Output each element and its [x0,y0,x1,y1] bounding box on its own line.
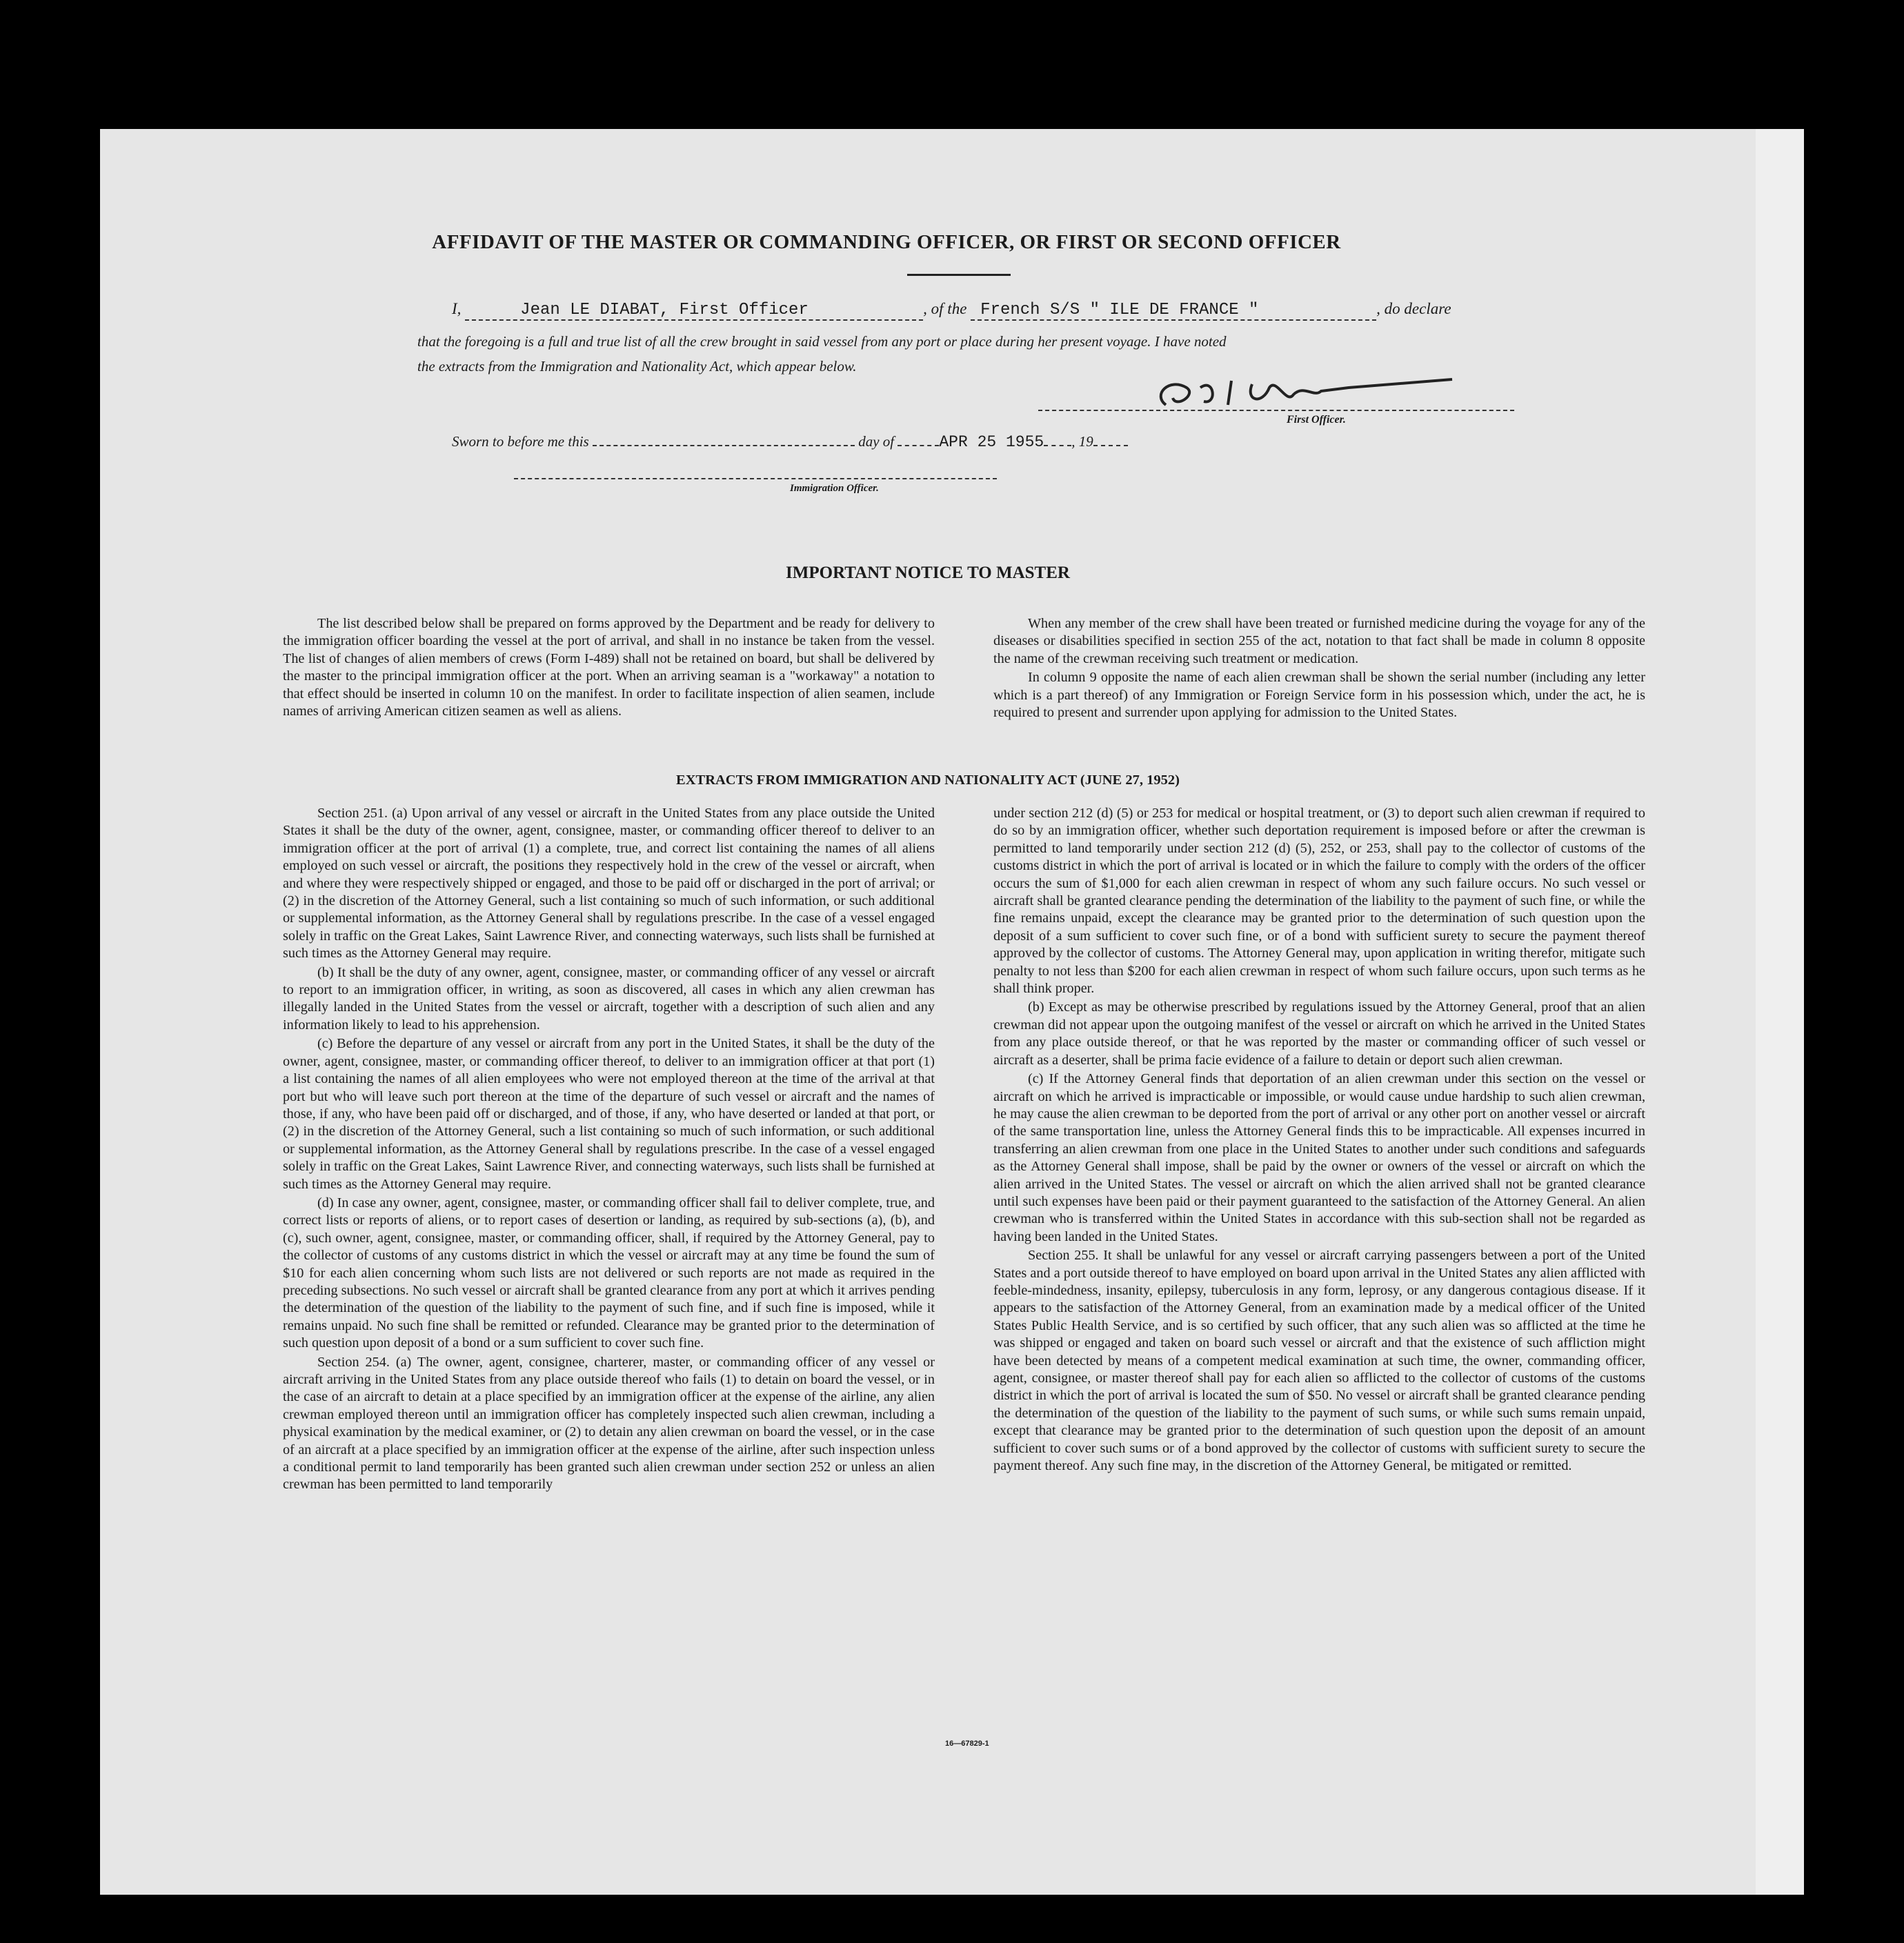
immigration-officer-line [514,478,997,479]
extracts-left-column [283,805,935,1495]
section-251d: (d) In case any owner, agent, consignee, master, or commanding officer shall fail to deliver complete, true, and correct lists or reports of aliens, or to report cases of desertion or landing, as required by sub-sections (a), (b), and (c), such owner, agent, consignee, master, or commanding officer, shall, if required by the Attorney General, pay to the collector of customs of any customs district in which the vessel or aircraft may at any time be found the sum of $10 for each alien concerning whom such lists are not delivered or such reports are not made as required in the preceding subsections. No such vessel or aircraft shall be granted clearance from any port at which it arrives pending the determination of the question of the liability to the payment of such fine, and if such fine is imposed, while it remains unpaid. No such fine shall be remitted or refunded. Clearance may be granted prior to the determination of such question upon deposit of a bond or a sum sufficient to cover such fine. [283,1195,935,1351]
form-code: 16—67829-1 [945,1740,989,1748]
section-251a: Section 251. (a) Upon arrival of any vessel or aircraft in the United States from any place outside the United States it shall be the duty of the owner, agent, consignee, master, or commanding officer thereof to deliver to an immigration officer at the port of arrival (1) a complete, true, and correct list containing the names of all aliens employed on such vessel or aircraft, the positions they respectively hold in the crew of the vessel or aircraft, when and where they were respectively shipped or engaged, and those to be paid off or discharged in the port of arrival; or (2) in the discretion of the Attorney General, such a list containing so much of such information, or such additional or supplemental information, as the Attorney General shall by regulations prescribe. In the case of a vessel engaged solely in traffic on the Great Lakes, Saint Lawrence River, and connecting waterways, such lists shall be furnished at such times as the Attorney General may require. [283,806,935,961]
of-the-label: , of the [923,300,967,317]
do-declare-label: , do declare [1376,300,1451,317]
section-254a-cont: under section 212 (d) (5) or 253 for medical or hospital treatment, or (3) to deport such alien crewman if required to do so by an immigration officer, whether such deportation requirement is imposed before or after the crewman is permitted to land temporarily under section 212 (d) (5), 252, or 253, shall pay to the collector of customs of the customs district in which the port of arrival is located or in which the failure to comply with the orders of the officer occurs the sum of $1,000 for each alien crewman in respect of whom any such failure occurs. No such vessel or aircraft shall be granted clearance pending the determination of the liability to the payment of such fine, or while the fine remains unpaid, except the clearance may be granted prior to the determination of such question upon the deposit of a sum sufficient to cover such fine, or of a bond with sufficient surety to secure the payment thereof approved by the collector of customs. The Attorney General may, upon application in writing therefor, mitigate such penalty to not less than $200 for each alien crewman in respect of whom such failure occurs, upon such terms as he shall think proper. [993,806,1645,997]
sworn-day-blank [593,432,855,446]
date-stamp: APR 25 1955 [939,433,1044,451]
signature-caption: First Officer. [1287,414,1346,426]
notice-paragraph: The list described below shall be prepared on forms approved by the Department and be ready for delivery to the immigration officer boarding the vessel at the port of arrival, and shall in no instance be taken from the vessel. The list of changes of alien members of crews (Form I-489) shall not be retained on board, but shall be delivered by the master to the principal immigration officer at the port. When an arriving seaman is a "workaway" a notation to that effect should be inserted in column 10 on the manifest. In order to facilitate inspection of alien seamen, include names of arriving American citizen seamen as well as aliens. [283,616,935,719]
sworn-label: Sworn to before me this [452,433,589,450]
section-254b: (b) Except as may be otherwise prescribed by regulations issued by the Attorney General, proof that an alien crewman did not appear upon the outgoing manifest of the vessel or aircraft on which he arrived in the United States from any place outside thereof, or that he was reported by the master or commanding officer of such vessel or aircraft as a deserter, shall be prima facie evidence of a failure to detain or deport such alien crewman. [993,999,1645,1068]
month-blank-lead [898,432,939,446]
year-label: , 19 [1071,433,1093,450]
year-blank [1093,432,1128,446]
notice-left-column [283,615,935,721]
month-blank-trail [1044,432,1071,446]
section-254c: (c) If the Attorney General finds that deportation of an alien crewman under this section on the vessel or aircraft on which he arrived is impracticable or impossible, or would cause undue hardship to such alien crewman, he may cause the alien crewman to be deported from the port of arrival or any other port on another vessel or aircraft of the same transportation line, unless the Attorney General finds this to be impracticable. All expenses incurred in transferring an alien crewman from one place in the United States to another under such conditions and safeguards as the Attorney General shall impose, shall be paid by the owner or owners of the vessel or aircraft on which the alien arrived in the United States. The vessel or aircraft on which the alien arrived shall not be granted clearance until such expenses have been paid or their payment guaranteed to the satisfaction of the Attorney General. An alien crewman who is transferred within the United States in accordance with this sub-section shall not be regarded as having been landed in the United States. [993,1071,1645,1244]
page-edge [1756,129,1804,1895]
title-rule [907,274,1011,276]
declaration-line [452,300,1694,321]
notice-paragraph: When any member of the crew shall have been treated or furnished medicine during the voyage for any of the diseases or disabilities specified in section 255 of the act, notation to that fact shall be made in column 8 opposite the name of the crewman receiving such treatment or medication. [993,616,1645,666]
sworn-line [452,432,1418,451]
day-of-label: day of [858,433,895,450]
section-251b: (b) It shall be the duty of any owner, agent, consignee, master, or commanding officer of any vessel or aircraft to report to an immigration officer, in writing, as soon as discovered, all cases in which any alien crewman has illegally landed in the United States from the vessel or aircraft, together with a description of such alien and any information likely to lead to his apprehension. [283,964,935,1033]
declaration-statement-cont: the extracts from the Immigration and Nationality Act, which appear below. [417,358,857,375]
affidavit-title: AFFIDAVIT OF THE MASTER OR COMMANDING OFFICER, OR FIRST OR SECOND OFFICER [432,231,1341,253]
signature-line [1038,410,1514,411]
notice-right-column [993,615,1645,723]
notice-paragraph: In column 9 opposite the name of each alien crewman shall be shown the serial number (including any letter which is a part thereof) of any Immigration or Foreign Service form in his possession which, under the act, he is required to present and surrender upon applying for admission to the United States. [993,670,1645,721]
decl-i-label: I, [452,300,462,317]
affidavit-page [100,129,1804,1895]
declarant-field: Jean LE DIABAT, First Officer [465,301,923,321]
declaration-statement: that the foregoing is a full and true list of all the crew brought in said vessel from any port or place during her present voyage. I have noted [417,333,1227,350]
section-254a: Section 254. (a) The owner, agent, consignee, charterer, master, or commanding officer of any vessel or aircraft arriving in the United States from any place outside thereof who fails (1) to detain on board the vessel, or in the case of an aircraft to detain at a place specified by an immigration officer at the expense of the airline, any alien crewman employed thereon until an immigration officer has completely inspected such alien crewman, including a physical examination by the medical examiner, or (2) to detain any alien crewman on board the vessel, or in the case of an aircraft at a place specified by an immigration officer at the expense of the airline, after such inspection unless a conditional permit to land temporarily has been granted such alien crewman under section 252 or unless an alien crewman has been permitted to land temporarily [283,1354,935,1493]
section-251c: (c) Before the departure of any vessel or aircraft from any port in the United States, it shall be the duty of the owner, agent, consignee, master, or commanding officer thereof, to deliver to an immigration officer at that port (1) a list containing the names of all alien employees who were not employed thereon at the time of the arrival at that port but who will leave such port thereon at the time of the departure of such vessel or aircraft and the names of those, if any, who have been paid off or discharged, and of those, if any, who have deserted or landed at that port, or (2) in the discretion of the Attorney General, such a list containing so much of such information, or such additional or supplemental information, as the Attorney General shall by regulations prescribe. In the case of a vessel engaged solely in traffic on the Great Lakes, Saint Lawrence River, and connecting waterways, such lists shall be furnished at such times as the Attorney General may require. [283,1036,935,1192]
section-255: Section 255. It shall be unlawful for any vessel or aircraft carrying passengers between a port of the United States and a port outside thereof to have employed on board upon arrival in the United States any alien afflicted with feeble-mindedness, insanity, epilepsy, tuberculosis in any form, leprosy, or any dangerous contagious disease. If it appears to the satisfaction of the Attorney General, from an examination made by a medical officer of the United States Public Health Service, and is so certified by such officer, that any such alien was so afflicted at the time he was shipped or engaged and taken on board such vessel or aircraft and that the existence of such affliction might have been detected by means of a competent medical examination at such time, the owner, commanding officer, agent, consignee, or master thereof shall pay for each alien so afflicted to the collector of customs of the customs district in which the port of arrival is located the sum of $50. No vessel or aircraft shall be granted clearance pending the determination of the question of the liability to the payment of such sums, or while such sums remain unpaid, except that clearance may be granted prior to the determination of such question upon the deposit of an amount sufficient to cover such sums or of a bond approved by the collector of customs with sufficient surety to secure the payment thereof. Any such fine may, in the discretion of the Attorney General, be mitigated or remitted. [993,1248,1645,1474]
signature-mark [1149,367,1466,415]
vessel-field: French S/S " ILE DE FRANCE " [971,301,1376,321]
extracts-title: EXTRACTS FROM IMMIGRATION AND NATIONALITY ACT (JUNE 27, 1952) [676,773,1180,788]
immigration-officer-caption: Immigration Officer. [790,483,879,494]
notice-title: IMPORTANT NOTICE TO MASTER [786,564,1070,582]
extracts-right-column [993,805,1645,1476]
